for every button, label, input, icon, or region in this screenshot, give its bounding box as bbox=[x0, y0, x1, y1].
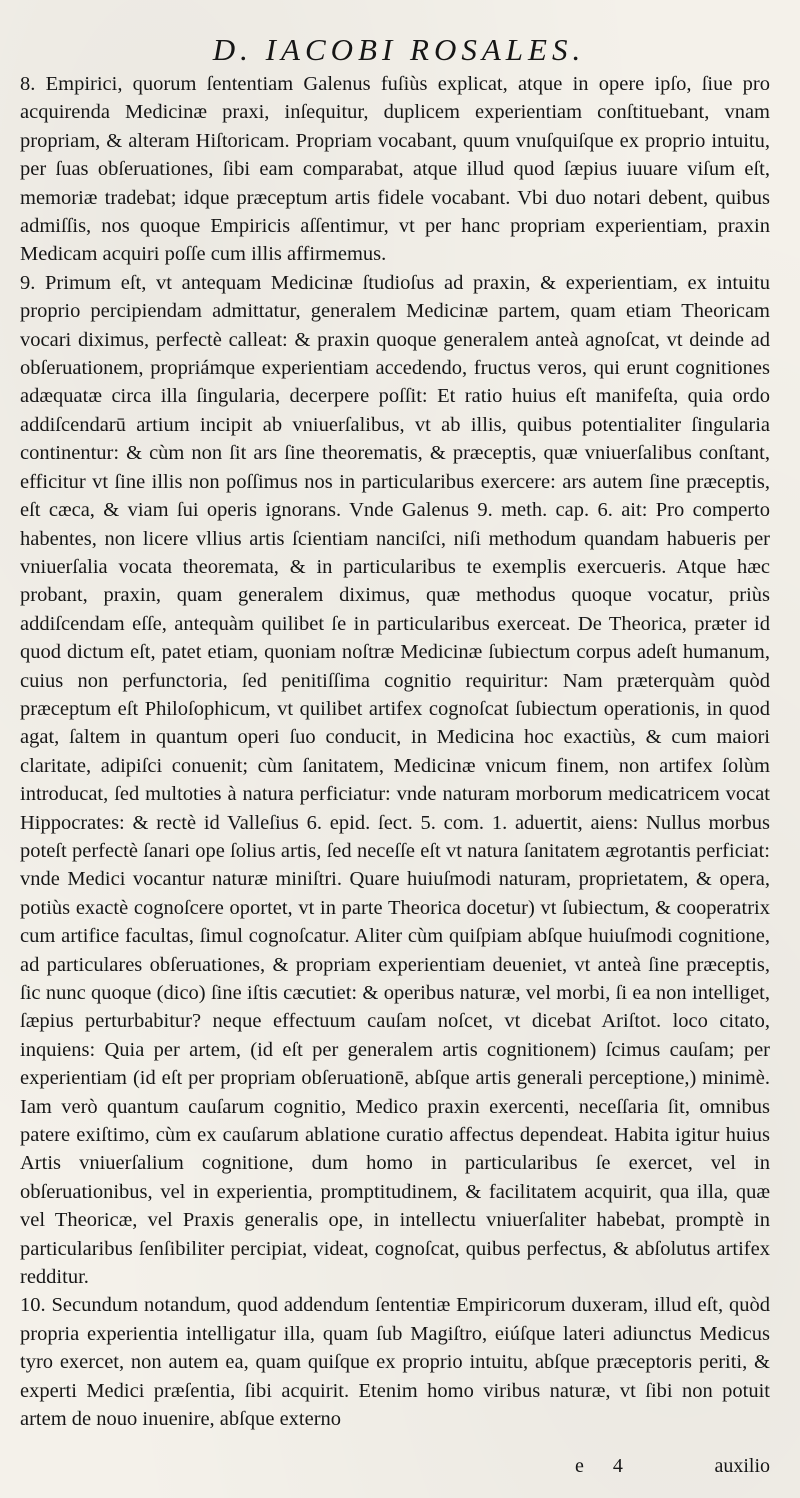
paragraph-10 bbox=[20, 1291, 770, 1433]
paragraph-text: Primum eſt, vt antequam Medicinæ ſtudioſus ad praxin, & experientiam, ex intuitu proprio percipiendam admittatur, generalem Medicinæ partem, quam etiam Theoricam vocari diximus, perfectè calleat: & praxin quoque generalem anteà agnoſcat, vt deinde ad obſeruationem, propriámque experientiam accedendo, fructus veros, qui erunt cognitiones adæquatæ circa illa ſingularia, decerpere poſſit: Et ratio huius eſt manifeſta, quia ordo addiſcendarū artium incipit ab vniuerſalibus, vt ab illis, quibus potentialiter ſingularia continentur: & cùm non ſit ars ſine theorematis, & præceptis, quæ vniuerſalibus conſtant, efficitur vt ſine illis non poſſimus nos in particularibus exercere: ars autem ſine præceptis, eſt cæca, & viam ſui operis ignorans. Vnde Galenus 9. meth. cap. 6. ait: Pro comperto habentes, non licere vllius artis ſcientiam nanciſci, niſi methodum quandam habueris per vniuerſalia vocata theoremata, & in particularibus te exemplis exercueris. Atque hæc probant, praxin, quam generalem diximus, quæ methodus quoque vocatur, priùs addiſcendam eſſe, antequàm quilibet ſe in particularibus exerceat. De Theorica, præter id quod dictum eſt, patet etiam, quoniam noſtræ Medicinæ ſubiectum corpus adeſt humanum, cuius non perfunctoria, ſed penitiſſima cognitio requiritur: Nam præterquàm quòd præceptum eſt Philoſophicum, vt quilibet artifex cognoſcat ſubiectum operationis, in quod agat, ſaltem in quantum operi ſuo conducit, in Medicina hoc exactiùs, & cum maiori claritate, adipiſci conuenit; cùm ſanitatem, Medicinæ vnicum finem, non artifex ſolùm introducat, ſed multoties à natura perficiatur: vnde naturam morborum medicatricem vocat Hippocrates: & rectè id Valleſius 6. epid. ſect. 5. com. 1. aduertit, aiens: Nullus morbus poteſt perfectè ſanari ope ſolius artis, ſed neceſſe eſt vt natura ſanitatem ægrotantis perficiat: vnde Medici vocantur naturæ miniſtri. Quare huiuſmodi naturam, proprietatem, & opera, potiùs exactè cognoſcere oportet, vt in parte Theorica docetur) vt ſubiectum, & cooperatrix cum artifice facultas, ſimul cognoſcatur. Aliter cùm quiſpiam abſque huiuſmodi cognitione, ad particulares obſeruationes, & propriam experientiam deueniet, vt anteà ſine præceptis, ſic nunc quoque (dico) ſine iſtis cæcutiet: & operibus naturæ, vel morbi, ſi ea non intelliget, ſæpius perturbabitur? neque effectuum cauſam noſcet, vt dicebat Ariſtot. loco citato, inquiens: Quia per artem, (id eſt per generalem artis cognitionem) ſcimus cauſam; per experientiam (id eſt per propriam obſeruationē, abſque artis generali perceptione,) minimè. Iam verò quantum cauſarum cognitio, Medico praxin exercenti, neceſſaria ſit, omnibus patere exiſtimo, cùm ex cauſarum ablatione curatio affectus dependeat. Habita igitur huius Artis vniuerſalium cognitione, dum homo in particularibus ſe exercet, vel in obſeruationibus, vel in experientia, promptitudinem, & facilitatem acquirit, qua illa, quæ vel Theoricæ, vel Praxis generalis ope, in intellectu vniuerſaliter habebat, promptè in particularibus ſenſibiliter percipiat, videat, cognoſcat, quibus perfectus, & abſolutus artifex redditur. bbox=[20, 271, 770, 1289]
paragraph-9 bbox=[20, 269, 770, 1292]
page-footer bbox=[20, 1455, 770, 1485]
running-title: D. IACOBI ROSALES. bbox=[212, 32, 586, 67]
paragraph-text: Empirici, quorum ſententiam Galenus fuſiùs explicat, atque in opere ipſo, ſiue pro acquirenda Medicinæ praxi, inſequitur, duplicem experientiam conſtituebant, vnam propriam, & alteram Hiſtoricam. Propriam vocabant, quum vnuſquiſque ex proprio intuitu, per ſuas obſeruationes, ſibi eam comparabat, atque illud quod ſæpius iuuare viſum eſt, memoriæ tradebat; idque præceptum artis fidele vocabant. Vbi duo notari debent, quibus admiſſis, nos quoque Empiricis aſſentimur, vt per hanc propriam experientiam, praxin Medicam acquiri poſſe cum illis affirmemus. bbox=[20, 73, 771, 266]
signature-mark: e 4 bbox=[575, 1455, 635, 1477]
paragraph-number: 8. bbox=[20, 73, 36, 95]
paragraph-number: 10. bbox=[20, 1294, 46, 1317]
catchword: auxilio bbox=[714, 1455, 770, 1477]
paragraph-8 bbox=[20, 70, 770, 269]
paragraph-number: 9. bbox=[20, 271, 36, 294]
paragraph-text: Secundum notandum, quod addendum ſententiæ Empiricorum duxeram, illud eſt, quòd propria experientia intelligatur illa, quam ſub Magiſtro, eiúſque lateri adiunctus Medicus tyro exercet, non autem ea, quam quiſque ex proprio intuitu, abſque præceptoris periti, & experti Medici præſentia, ſibi acquirit. Etenim homo viribus naturæ, vt ſibi non potuit artem de nouo inuenire, abſque externo bbox=[20, 1294, 771, 1431]
